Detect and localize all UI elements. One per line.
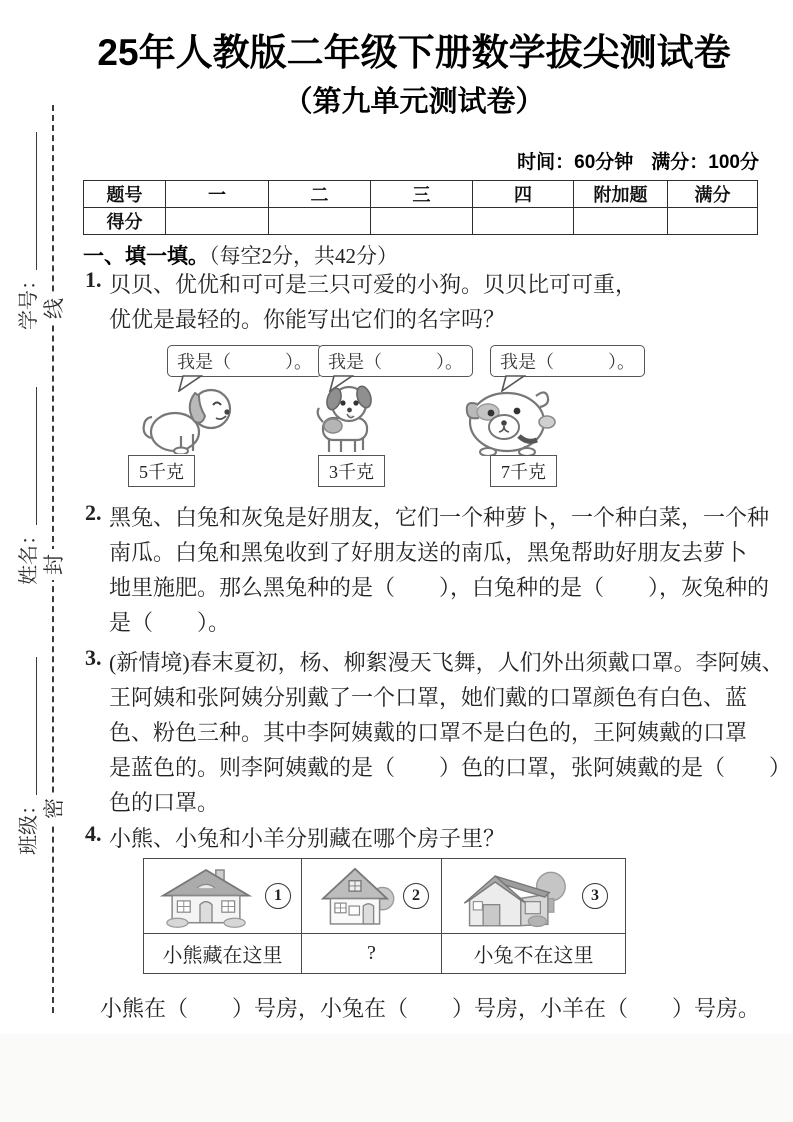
score-table-score-row	[84, 208, 758, 235]
score-empty-cell	[166, 208, 269, 235]
page-bottom-edge	[0, 1034, 793, 1122]
house-1-icon	[154, 864, 258, 928]
house-3-icon	[459, 864, 575, 928]
question-4	[85, 821, 505, 856]
house-number-badge: 2	[403, 883, 429, 909]
question-2-line: 黑兔、白兔和灰兔是好朋友，它们一个种萝卜，一个种白菜，一个种	[109, 505, 770, 530]
class-field	[16, 645, 42, 855]
house-number-badge: 3	[582, 883, 608, 909]
question-2-number: 2.	[85, 500, 102, 525]
speech-bubble-2	[318, 345, 473, 377]
seal-char-feng: 封	[42, 549, 66, 580]
question-1-line: 贝贝、优优和可可是三只可爱的小狗。贝贝比可可重，	[109, 272, 638, 297]
question-4-text: 小熊、小兔和小羊分别藏在哪个房子里？	[109, 826, 506, 851]
puppy-standing-icon	[293, 382, 393, 454]
house-images-row	[144, 859, 626, 934]
full-score: 满分：100分	[651, 152, 759, 173]
speech-bubble-text: 我是（ ）。	[500, 352, 635, 372]
score-table	[83, 180, 758, 235]
house-table	[143, 858, 626, 974]
question-4-answer-line: 小熊在（ ）号房，小兔在（ ）号房，小羊在（ ）号房。	[100, 996, 761, 1021]
paper-subtitle: （第九单元测试卷）	[283, 86, 545, 118]
question-3-line: 是蓝色的。则李阿姨戴的是（ ）色的口罩，张阿姨戴的是（ ）	[109, 755, 792, 780]
score-row-label: 得分	[84, 208, 166, 235]
student-id-field	[16, 125, 42, 330]
student-id-blank-line	[19, 132, 37, 270]
score-header-cell: 题号	[84, 181, 166, 208]
house-2-icon	[314, 864, 396, 928]
house-number-badge: 1	[265, 883, 291, 909]
name-label: 姓名：	[18, 525, 40, 585]
house-captions-row	[144, 934, 626, 974]
question-2-line: 南瓜。白兔和黑兔收到了好朋友送的南瓜，黑兔帮助好朋友去萝卜	[109, 540, 748, 565]
question-3-line: 王阿姨和张阿姨分别戴了一个口罩，她们戴的口罩颜色有白色、蓝	[109, 685, 748, 710]
house-2-cell	[302, 859, 442, 934]
score-empty-cell	[473, 208, 574, 235]
question-1-number: 1.	[85, 267, 102, 292]
score-table-header-row	[84, 181, 758, 208]
score-empty-cell	[269, 208, 371, 235]
section1-heading	[83, 240, 398, 270]
question-3-number: 3.	[85, 645, 102, 670]
score-header-cell: 附加题	[574, 181, 668, 208]
house-2-caption: ?	[302, 934, 442, 974]
time-limit: 时间：60分钟	[517, 152, 634, 173]
score-header-cell: 一	[166, 181, 269, 208]
question-2-line: 是（ ）。	[109, 610, 231, 635]
puppy-sitting-icon	[135, 382, 247, 454]
question-1-line: 优优是最轻的。你能写出它们的名字吗？	[109, 307, 506, 332]
score-empty-cell	[371, 208, 473, 235]
name-blank-line	[19, 387, 37, 525]
section1-points-note: （每空2分，共42分）	[209, 244, 398, 268]
question-1-figure	[83, 338, 763, 493]
score-empty-cell	[574, 208, 668, 235]
speech-bubble-text: 我是（ ）。	[328, 352, 463, 372]
question-2-line: 地里施肥。那么黑兔种的是（ ），白兔种的是（ ），灰兔种的	[109, 575, 770, 600]
house-1-cell	[144, 859, 302, 934]
name-field	[16, 360, 42, 585]
weight-label-2: 3千克	[318, 455, 385, 487]
weight-label-3: 7千克	[490, 455, 557, 487]
speech-bubble-3	[490, 345, 645, 377]
speech-bubble-1	[167, 345, 322, 377]
question-3	[85, 645, 791, 820]
student-id-label: 学号：	[18, 270, 40, 330]
house-1-caption: 小熊藏在这里	[144, 934, 302, 974]
score-header-cell: 四	[473, 181, 574, 208]
question-3-line: 色、粉色三种。其中李阿姨戴的口罩不是白色的，王阿姨戴的口罩	[109, 720, 748, 745]
puppy-chubby-icon	[443, 382, 573, 456]
class-label: 班级：	[18, 795, 40, 855]
score-header-cell: 三	[371, 181, 473, 208]
section1-title: 一、填一填。	[83, 245, 209, 268]
question-3-line: (新情境)春末夏初，杨、柳絮漫天飞舞，人们外出须戴口罩。李阿姨、	[109, 650, 784, 675]
seal-char-mi: 密	[42, 793, 66, 824]
score-header-cell: 二	[269, 181, 371, 208]
question-3-line: 色的口罩。	[109, 790, 220, 815]
class-blank-line	[19, 657, 37, 795]
question-4-number: 4.	[85, 821, 102, 846]
time-score-info	[517, 147, 759, 174]
weight-label-1: 5千克	[128, 455, 195, 487]
house-3-caption: 小兔不在这里	[442, 934, 626, 974]
question-2	[85, 500, 769, 640]
speech-bubble-text: 我是（ ）。	[177, 352, 312, 372]
question-1	[85, 267, 637, 337]
score-header-cell: 满分	[668, 181, 758, 208]
score-empty-cell	[668, 208, 758, 235]
paper-title: 25年人教版二年级下册数学拔尖测试卷	[97, 32, 731, 73]
house-3-cell	[442, 859, 626, 934]
seal-char-xian: 线	[42, 293, 66, 324]
